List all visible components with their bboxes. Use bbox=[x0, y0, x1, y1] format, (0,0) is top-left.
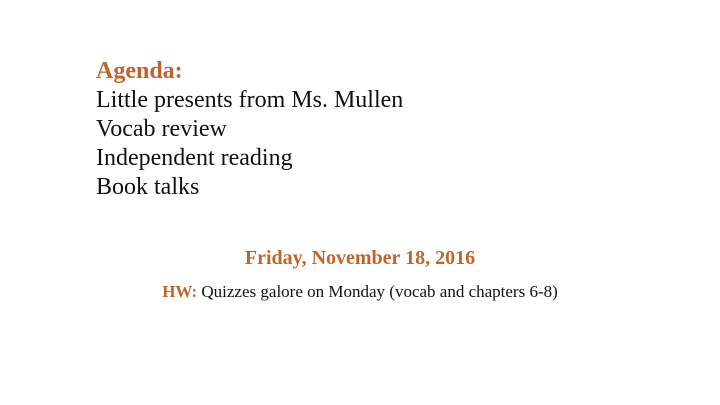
date-line: Friday, November 18, 2016 bbox=[244, 247, 476, 269]
agenda-list bbox=[96, 86, 656, 202]
agenda-item-book-talks: Book talks bbox=[96, 174, 200, 200]
agenda-heading: Agenda: bbox=[96, 58, 183, 84]
agenda-item-presents: Little presents from Ms. Mullen bbox=[96, 87, 404, 113]
agenda-block bbox=[96, 57, 656, 202]
homework-line bbox=[0, 280, 720, 304]
homework-text: Quizzes galore on Monday (vocab and chapters 6-8) bbox=[201, 282, 558, 301]
homework-label: HW: bbox=[162, 282, 198, 301]
agenda-item-vocab-review: Vocab review bbox=[96, 116, 227, 142]
agenda-item-independent-reading: Independent reading bbox=[96, 145, 293, 171]
